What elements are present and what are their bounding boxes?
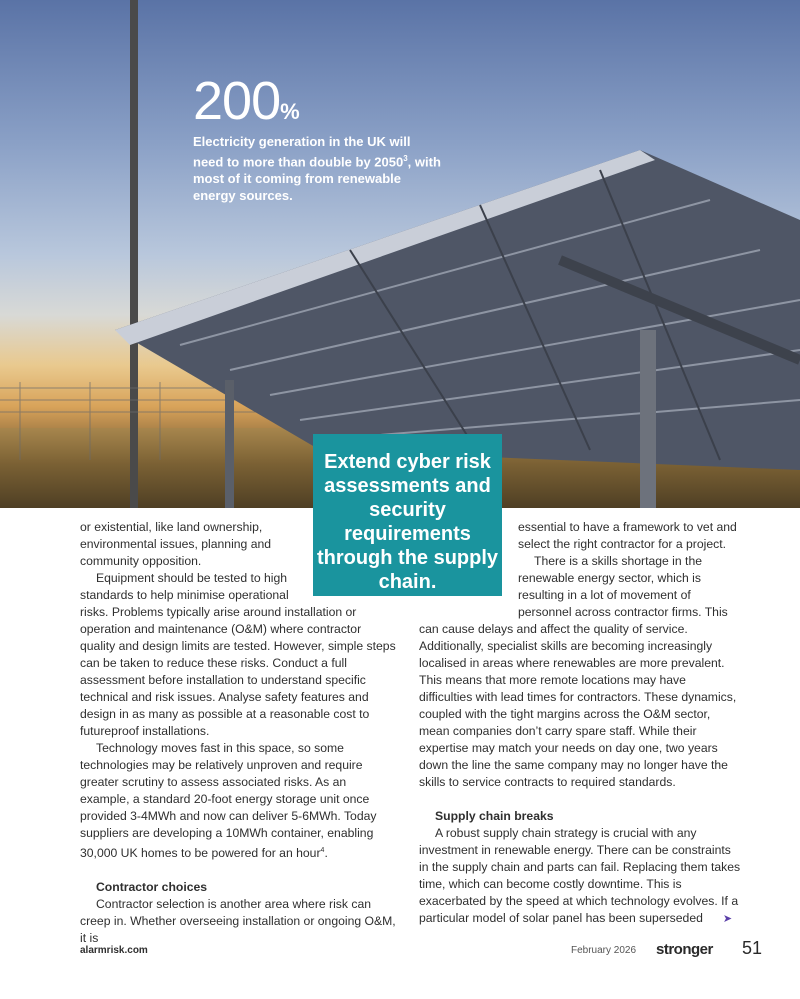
pull-quote-text: Extend cyber risk assessments and security requirements through the supply chain. bbox=[316, 451, 499, 593]
column-1-top bbox=[80, 519, 310, 570]
stat-footnote-ref: 3 bbox=[403, 154, 408, 163]
spacer bbox=[80, 862, 398, 879]
footer-date: February 2026 bbox=[571, 945, 637, 956]
spacer bbox=[419, 791, 741, 808]
paragraph bbox=[419, 553, 741, 791]
paragraph: or existential, like land ownership, environmental issues, planning and community opposition. bbox=[80, 520, 272, 568]
continue-arrow-icon: ➤ bbox=[722, 913, 733, 925]
paragraph-text: Technology moves fast in this space, so some technologies may be relatively unproven and require greater scrutiny to assess associated risks. As an example, a standard 20-foot energy storage unit once provided 3-4MWh and now can deliver 5-6MWh. Today suppliers are developing a 10MWh container, enabling 30,000 UK homes to be powered for an hour bbox=[80, 741, 377, 861]
stat-caption-end: , with most of it coming from renewable energy sources. bbox=[193, 154, 441, 204]
page-number: 51 bbox=[742, 938, 763, 958]
paragraph: essential to have a framework to vet and select the right contractor for a project. bbox=[518, 520, 737, 551]
stat-caption-main: Electricity generation in the UK will need to more than double by 2050 bbox=[193, 134, 411, 170]
column-1-lower bbox=[80, 740, 398, 947]
paragraph-end: . bbox=[324, 846, 328, 861]
paragraph bbox=[419, 825, 741, 928]
stat-unit: % bbox=[280, 99, 300, 124]
stat-figure bbox=[193, 71, 300, 131]
paragraph-text: Equipment should be tested to high standards to help minimise operational risks. Problems typically arise around installation or operation and maintenance (O&M) where contractor quality and design limits are tested. However, simple steps can be taken to reduce these risks. Conduct a full assessment before installation to understand specific technical and risk issues. Analyse safety features and design in as many as possible at a reasonable cost to futureproof installations. bbox=[80, 571, 396, 738]
paragraph-text: There is a skills shortage in the renewable energy sector, which is resulting in a lot of movement of personnel across contractor firms. This can cause delays and affect the quality of service. Additionally, specialist skills are becoming increasingly localised in areas where renewables are more prevalent. This means that more remote locations may have difficulties with lead times for contractors. These dynamics, coupled with the tight margins across the O&M sector, mean companies don’t carry spare staff. While their expertise may match your needs on day one, two years down the line the same company may no longer have the skills to service contracts to required standards. bbox=[419, 554, 737, 789]
footnote-ref: 4 bbox=[320, 847, 325, 854]
paragraph: Contractor selection is another area where risk can creep in. Whether overseeing installation or ongoing O&M, it is bbox=[80, 897, 396, 946]
stat-number: 200 bbox=[193, 71, 281, 131]
paragraph bbox=[80, 740, 398, 862]
subheading: Contractor choices bbox=[96, 880, 208, 895]
subheading: Supply chain breaks bbox=[435, 809, 554, 823]
column-2-top bbox=[518, 519, 740, 553]
footer-brand: stronger bbox=[656, 941, 713, 958]
paragraph-text: A robust supply chain strategy is crucial with any investment in renewable energy. There can be constraints in the supply chain and parts can fail. Replacing them takes time, which can become costly downtime. This is exacerbated by the speed at which technology evolves. If a particular model of solar panel has been superseded bbox=[419, 826, 741, 925]
stat-caption bbox=[193, 133, 443, 204]
footer-url[interactable]: alarmrisk.com bbox=[80, 945, 148, 956]
column-2 bbox=[419, 553, 741, 928]
